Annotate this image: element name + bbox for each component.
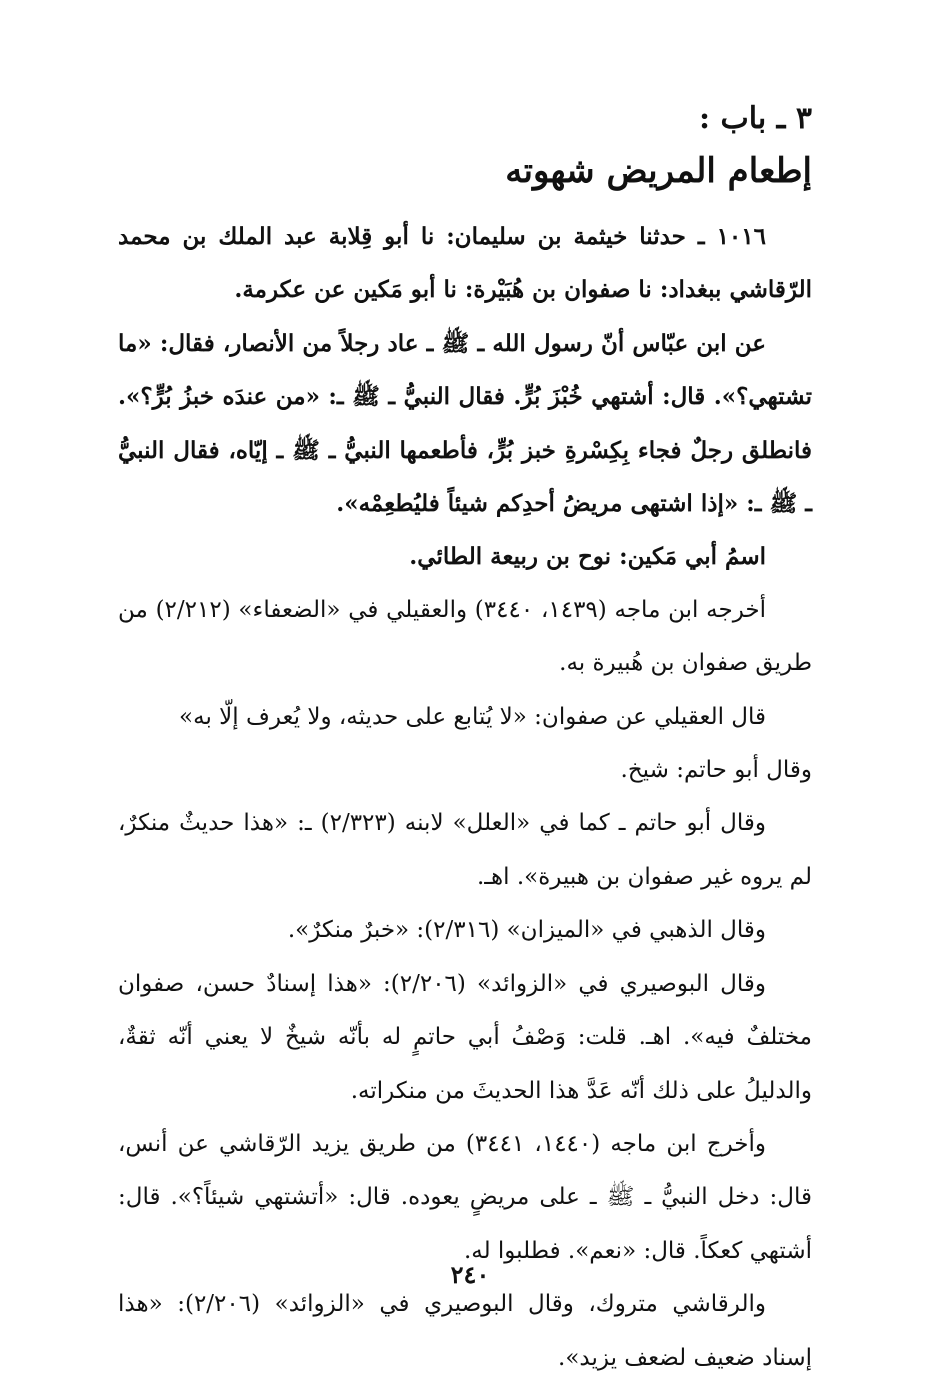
second-takhrij-paragraph: وأخرج ابن ماجه (١٤٤٠، ٣٤٤١) من طريق يزيد الرّقاشي عن أنس، قال: دخل النبيُّ ـ ﷺ ـ على مريضٍ يعوده. قال: «أتشتهي شيئاً؟». قال: أشتهي كعكاً. قال: «نعم». فطلبوا له. xyxy=(118,1130,812,1264)
narrator-name-paragraph: اسمُ أبي مَكين: نوح بن ربيعة الطائي. xyxy=(409,543,766,571)
dhahabi-paragraph: وقال الذهبي في «الميزان» (٢/٣١٦): «خبرٌ منكرٌ». xyxy=(287,917,766,944)
chapter-title: إطعام المريض شهوته xyxy=(505,151,812,191)
abu-hatim-paragraph: وقال أبو حاتم: شيخ. xyxy=(620,757,812,784)
abu-hatim-ilal-paragraph: وقال أبو حاتم ـ كما في «العلل» لابنه (٢/٣٢٣) ـ: «هذا حديثٌ منكرٌ، لم يروه غير صفوان بن هبيرة». اهـ. xyxy=(118,810,812,890)
busiri-second-paragraph: والرقاشي متروك، وقال البوصيري في «الزوائد» (٢/٢٠٦): «هذا إسناد ضعيف لضعف يزيد». xyxy=(118,1291,812,1371)
text-area xyxy=(118,96,812,1385)
busiri-paragraph: وقال البوصيري في «الزوائد» (٢/٢٠٦): «هذا إسنادٌ حسن، صفوان مختلفٌ فيه». اهـ. قلت: وَصْفُ أبي حاتمٍ له بأنّه شيخٌ لا يعني أنّه ثقةٌ، والدليلُ على ذلك أنّه عَدَّ هذا الحديثَ من منكراته. xyxy=(118,970,812,1104)
takhrij-paragraph: أخرجه ابن ماجه (١٤٣٩، ٣٤٤٠) والعقيلي في «الضعفاء» (٢/٢١٢) من طريق صفوان بن هُبيرة به. xyxy=(118,596,812,677)
uqayli-quote-paragraph: قال العقيلي عن صفوان: «لا يُتابع على حديثه، ولا يُعرف إلّا به» xyxy=(179,703,766,730)
page-number: ٢٤٠ xyxy=(450,1260,490,1289)
chapter-number: ٣ ـ باب : xyxy=(698,101,812,136)
hadith-matn-paragraph: عن ابن عبّاس أنّ رسول الله ـ ﷺ ـ عاد رجلاً من الأنصار، فقال: «ما تشتهي؟». قال: أشتهي خُبْزَ بُرٍّ. فقال النبيُّ ـ ﷺ ـ: «من عندَه خبزُ بُرٍّ؟». فانطلق رجلٌ فجاء بِكِسْرةِ خبز بُرٍّ، فأطعمها النبيُّ ـ ﷺ ـ إيّاه، فقال النبيُّ ـ ﷺ ـ: «إذا اشتهى مريضُ أحدِكم شيئاً فليُطعِمْه». xyxy=(118,329,812,518)
hadith-isnad-paragraph: ١٠١٦ ـ حدثنا خيثمة بن سليمان: نا أبو قِلابة عبد الملك بن محمد الرّقاشي ببغداد: نا صفوان بن هُبَيْرة: نا أبو مَكين عن عكرمة. xyxy=(118,223,812,304)
